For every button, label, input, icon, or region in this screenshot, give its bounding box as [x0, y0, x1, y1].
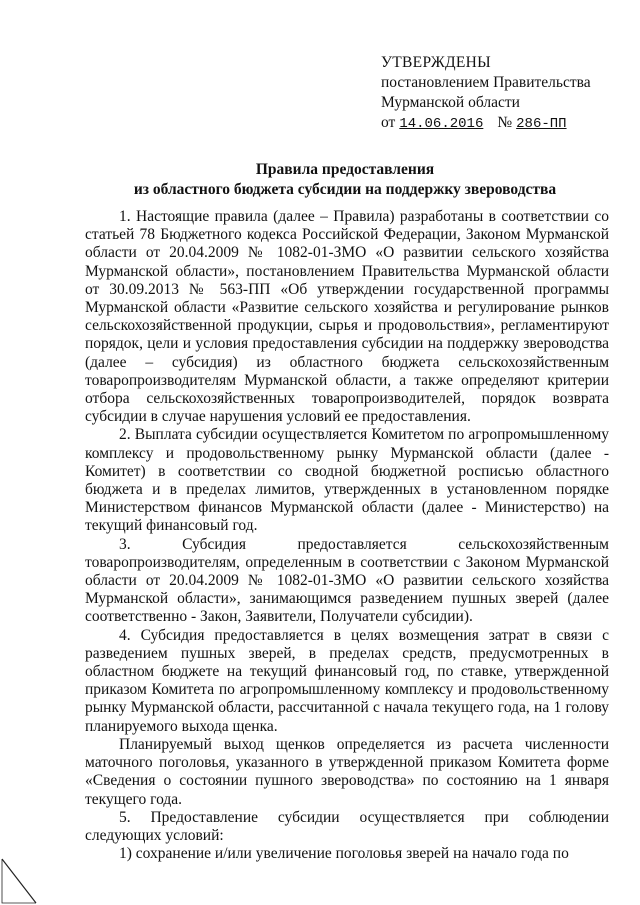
paragraph-3: 3. Субсидия предоставляется сельскохозяйственным товаропроизводителям, определенным в соответствии с Законом Мурманской области от 20.04.2009 № 1082-01-ЗМО «О развитии сельского хозяйства Мурманской области», занимающимся разведением пушных зверей (далее соответственно - Закон, Заявители, Получатели субсидии).: [85, 535, 609, 626]
document-title: [60, 160, 630, 200]
paragraph-5-item-1: 1) сохранение и/или увеличение поголовья зверей на начало года по: [119, 845, 569, 863]
document-body: [85, 208, 609, 863]
paragraph-4: 4. Субсидия предоставляется в целях возмещения затрат в связи с разведением пушных зверей, в пределах средств, предусмотренных в областном бюджете на текущий финансовый год, по ставке, утвержденной приказом Комитета по агропромышленному комплексу и продовольственному рынку Мурманской области, рассчитанной с начала текущего года, на 1 голову планируемого выхода щенка.: [85, 626, 609, 735]
from-label: от: [381, 114, 396, 131]
approval-heading: УТВЕРЖДЕНЫ: [381, 54, 491, 71]
number-label: №: [497, 114, 513, 131]
approval-number: 286-ПП: [516, 116, 567, 132]
scan-corner-mark: [0, 855, 40, 905]
approval-block: [381, 53, 591, 134]
approval-line-1: постановлением Правительства: [381, 74, 591, 91]
paragraph-5: 5. Предоставление субсидии осуществляется при соблюдении следующих условий:: [85, 808, 609, 844]
approval-number-line: [381, 113, 591, 134]
approval-line-2: Мурманской области: [381, 94, 520, 111]
paragraph-2: 2. Выплата субсидии осуществляется Комитетом по агропромышленному комплексу и продовольственному рынку Мурманской области (далее - Комитет) в соответствии со сводной бюджетной росписью областного бюджета и в пределах лимитов, утвержденных в установленном порядке Министерством финансов Мурманской области (далее - Министерство) на текущий финансовый год.: [85, 426, 609, 535]
paragraph-4-continued: Планируемый выход щенков определяется из расчета численности маточного поголовья, указанного в утвержденной приказом Комитета форме «Сведения о состоянии пушного звероводства» по состоянию на 1 января текущего года.: [85, 735, 609, 808]
approval-date: 14.06.2016: [399, 116, 484, 132]
title-line-2: из областного бюджета субсидии на поддержку звероводства: [133, 181, 557, 198]
title-line-1: Правила предоставления: [255, 161, 435, 178]
paragraph-1: 1. Настоящие правила (далее – Правила) разработаны в соответствии со статьей 78 Бюджетного кодекса Российской Федерации, Законом Мурманской области от 20.04.2009 № 1082-01-ЗМО «О развитии сельского хозяйства Мурманской области», постановлением Правительства Мурманской области от 30.09.2013 № 563-ПП «Об утверждении государственной программы Мурманской области «Развитие сельского хозяйства и регулирование рынков сельскохозяйственной продукции, сырья и продовольствия», регламентируют порядок, цели и условия предоставления субсидии на поддержку звероводства (далее – субсидия) из областного бюджета сельскохозяйственным товаропроизводителям Мурманской области, а также определяют критерии отбора сельскохозяйственных товаропроизводителей, порядок возврата субсидии в случае нарушения условий ее предоставления.: [85, 208, 609, 426]
